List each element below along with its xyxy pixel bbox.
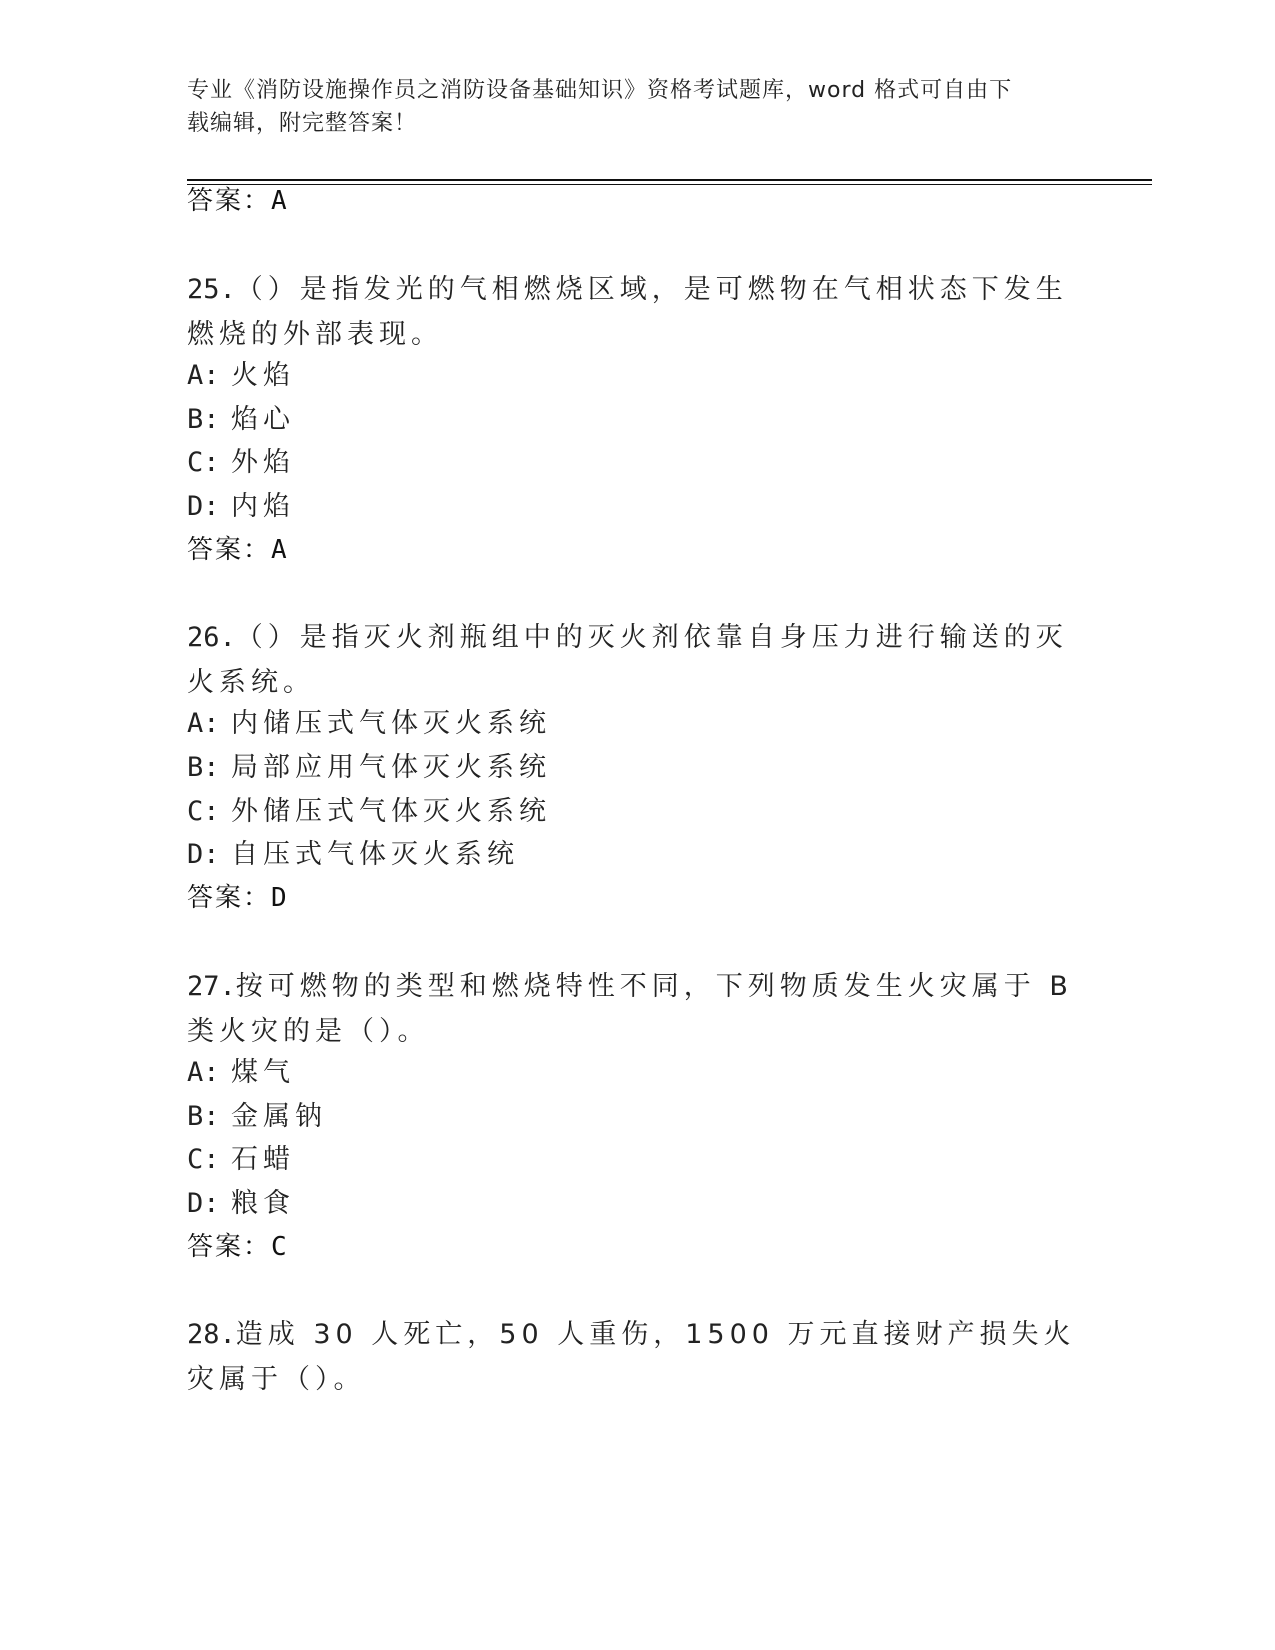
- option-text: 内储压式气体灭火系统: [231, 708, 551, 739]
- question-stem: （）是指发光的气相燃烧区域，是可燃物在气相状态下发生燃烧的外部表现。: [187, 274, 1068, 350]
- option-key: D:: [187, 491, 220, 522]
- option-text: 外焰: [231, 447, 295, 478]
- option-b: [187, 403, 295, 437]
- option-text: 外储压式气体灭火系统: [231, 796, 551, 827]
- question-27: [187, 964, 1087, 1054]
- question-26: [187, 615, 1087, 705]
- option-b: [187, 751, 551, 785]
- option-text: 焰心: [231, 404, 295, 435]
- document-header: [187, 74, 1087, 140]
- answer-label: 答案：: [187, 1232, 272, 1262]
- answer-value: C: [271, 1232, 287, 1262]
- option-a: [187, 707, 551, 741]
- question-stem: 造成 30 人死亡，50 人重伤，1500 万元直接财产损失火灾属于（）。: [187, 1319, 1076, 1395]
- answer-label: 答案：: [187, 535, 272, 565]
- question-number: 26.: [187, 622, 236, 653]
- option-d: [187, 1187, 295, 1221]
- option-key: A:: [187, 1057, 220, 1088]
- option-text: 内焰: [231, 491, 295, 522]
- option-text: 粮食: [231, 1188, 295, 1219]
- question-stem: （）是指灭火剂瓶组中的灭火剂依靠自身压力进行输送的灭火系统。: [187, 622, 1068, 698]
- header-line-1: 专业《消防设施操作员之消防设备基础知识》资格考试题库，word 格式可自由下: [187, 78, 1013, 103]
- header-divider-thin: [187, 184, 1152, 185]
- option-c: [187, 1143, 295, 1177]
- option-c: [187, 795, 551, 829]
- option-c: [187, 446, 295, 480]
- option-text: 石蜡: [231, 1144, 295, 1175]
- question-stem: 按可燃物的类型和燃烧特性不同，下列物质发生火灾属于 B 类火灾的是（）。: [187, 971, 1073, 1047]
- header-divider: [187, 179, 1152, 181]
- question-number: 27.: [187, 971, 236, 1002]
- answer-value: A: [271, 535, 287, 565]
- option-a: [187, 359, 295, 393]
- option-key: B:: [187, 404, 220, 435]
- answer-value: D: [271, 883, 287, 913]
- option-b: [187, 1100, 327, 1134]
- answer-line: [187, 881, 287, 915]
- option-key: B:: [187, 752, 220, 783]
- option-text: 金属钠: [231, 1101, 327, 1132]
- header-line-2: 载编辑，附完整答案！: [187, 111, 418, 136]
- option-text: 煤气: [231, 1057, 295, 1088]
- option-text: 局部应用气体灭火系统: [231, 752, 551, 783]
- answer-line: [187, 184, 287, 218]
- option-key: C:: [187, 1144, 220, 1175]
- question-28: [187, 1312, 1087, 1402]
- question-number: 25.: [187, 274, 236, 305]
- option-a: [187, 1056, 295, 1090]
- option-d: [187, 490, 295, 524]
- option-key: A:: [187, 708, 220, 739]
- question-25: [187, 267, 1087, 357]
- option-key: C:: [187, 447, 220, 478]
- option-key: D:: [187, 839, 220, 870]
- answer-line: [187, 1230, 287, 1264]
- option-text: 火焰: [231, 360, 295, 391]
- option-d: [187, 838, 519, 872]
- answer-value: A: [271, 186, 287, 216]
- question-number: 28.: [187, 1319, 236, 1350]
- option-key: C:: [187, 796, 220, 827]
- option-text: 自压式气体灭火系统: [231, 839, 519, 870]
- answer-line: [187, 533, 287, 567]
- answer-label: 答案：: [187, 883, 272, 913]
- option-key: A:: [187, 360, 220, 391]
- option-key: B:: [187, 1101, 220, 1132]
- answer-label: 答案：: [187, 186, 272, 216]
- option-key: D:: [187, 1188, 220, 1219]
